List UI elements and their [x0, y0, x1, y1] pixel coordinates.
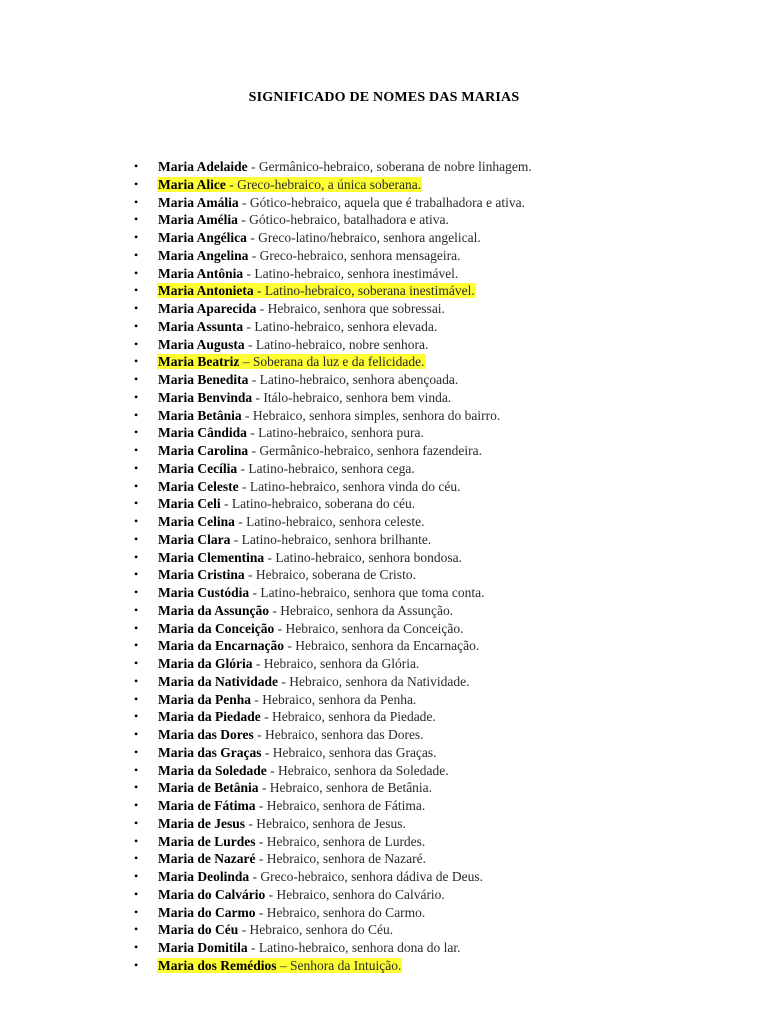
entry-name: Maria Cândida [158, 425, 247, 441]
bullet-icon: • [134, 744, 139, 759]
list-item [134, 442, 757, 460]
bullet-icon: • [134, 247, 139, 262]
bullet-icon: • [134, 762, 139, 777]
list-item [134, 921, 757, 939]
list-item [134, 833, 757, 851]
entry-text [157, 372, 459, 387]
list-item [134, 407, 757, 425]
entry-name: Maria das Graças [158, 744, 262, 760]
list-item [134, 265, 757, 283]
entry-description: - Hebraico, senhora das Graças. [261, 744, 437, 760]
entry-name: Maria Cristina [158, 567, 245, 583]
entry-name: Maria dos Remédios [158, 957, 277, 973]
list-item [134, 300, 757, 318]
entry-text [157, 638, 480, 653]
bullet-icon: • [134, 230, 139, 244]
list-item [134, 584, 757, 602]
entry-name: Maria de Betânia [158, 780, 259, 796]
entry-text [157, 319, 438, 334]
entry-text [157, 798, 426, 813]
entry-name: Maria de Lurdes [158, 833, 256, 849]
entry-text [157, 922, 394, 937]
entry-text [157, 266, 459, 281]
entry-description: - Latino-hebraico, soberana do céu. [220, 496, 416, 512]
highlighted-entry [157, 958, 402, 973]
entry-description: - Latino-hebraico, senhora que toma conta. [249, 585, 485, 600]
entry-name: Maria da Penha [158, 691, 251, 707]
list-item [134, 673, 757, 691]
entry-description: - Hebraico, senhora do Céu. [238, 922, 394, 938]
entry-name: Maria Cecília [158, 460, 238, 476]
entry-name: Maria de Fátima [158, 798, 256, 813]
bullet-icon: • [134, 460, 139, 475]
bullet-icon: • [134, 301, 139, 315]
entry-name: Maria Domitila [158, 940, 248, 955]
entry-text [157, 727, 425, 742]
bullet-icon: • [134, 709, 139, 724]
entry-name: Maria Clara [158, 531, 231, 547]
entry-text [157, 159, 533, 174]
entry-description: - Latino-hebraico, senhora cega. [237, 460, 415, 476]
bullet-icon: • [134, 443, 139, 457]
list-item [134, 939, 757, 957]
entry-name: Maria Clementina [158, 549, 265, 565]
list-item [134, 549, 757, 567]
bullet-icon: • [134, 833, 139, 848]
entry-text [157, 567, 417, 582]
list-item [134, 371, 757, 389]
bullet-icon: • [134, 922, 139, 937]
entry-description: - Itálo-hebraico, senhora bem vinda. [252, 389, 452, 405]
entry-description: - Hebraico, senhora da Soledade. [266, 762, 449, 778]
entry-description: - Hebraico, senhora de Jesus. [245, 815, 406, 831]
entry-text [157, 745, 438, 760]
entry-description: - Hebraico, senhora do Calvário. [265, 886, 445, 902]
entry-text [157, 212, 450, 227]
entry-description: - Hebraico, soberana de Cristo. [244, 567, 416, 583]
entry-description: – Senhora da Intuição. [276, 957, 402, 973]
list-item [134, 389, 757, 407]
list-item [134, 424, 757, 442]
list-item [134, 460, 757, 478]
list-item [134, 886, 757, 904]
entry-description: - Hebraico, senhora da Natividade. [278, 673, 470, 689]
entry-text [157, 408, 501, 423]
bullet-icon: • [134, 372, 139, 386]
entry-description: - Latino-hebraico, senhora dona do lar. [247, 940, 461, 955]
entry-text [157, 390, 452, 405]
entry-text [157, 869, 484, 884]
list-item [134, 176, 757, 194]
entry-description: - Hebraico, senhora da Piedade. [260, 709, 436, 725]
list-item [134, 762, 757, 780]
entry-text [157, 887, 446, 902]
list-item [134, 318, 757, 336]
entry-name: Maria Deolinda [158, 869, 250, 884]
entry-text [157, 851, 427, 866]
entry-name: Maria da Assunção [158, 602, 270, 618]
list-item [134, 726, 757, 744]
entry-text [157, 940, 462, 955]
list-item [134, 779, 757, 797]
entry-description: - Hebraico, senhora de Nazaré. [255, 851, 426, 867]
entry-name: Maria da Piedade [158, 709, 261, 725]
list-item [134, 247, 757, 265]
entry-name: Maria da Glória [158, 656, 253, 671]
entry-text [157, 905, 426, 920]
entry-name: Maria das Dores [158, 727, 254, 742]
list-item [134, 708, 757, 726]
entry-text [157, 763, 450, 778]
bullet-icon: • [134, 638, 139, 653]
entry-description: - Germânico-hebraico, senhora fazendeira. [248, 443, 482, 458]
entry-description: - Greco-hebraico, senhora mensageira. [248, 247, 461, 263]
entry-name: Maria Assunta [158, 318, 244, 334]
entry-description: - Latino-hebraico, senhora celeste. [234, 514, 425, 529]
entry-description: - Hebraico, senhora de Betânia. [258, 780, 433, 796]
entry-name: Maria Amália [158, 194, 239, 210]
entry-text [157, 443, 483, 458]
bullet-icon: • [134, 159, 139, 173]
list-item [134, 602, 757, 620]
entry-description: - Greco-hebraico, a única soberana. [225, 176, 422, 192]
entry-description: - Latino-hebraico, senhora pura. [246, 425, 424, 441]
bullet-icon: • [134, 869, 139, 883]
entry-text [157, 692, 417, 707]
list-item [134, 158, 757, 176]
entry-description: - Latino-hebraico, senhora inestimável. [243, 265, 459, 281]
list-item [134, 282, 757, 300]
entry-description: - Greco-hebraico, senhora dádiva de Deus. [249, 869, 484, 884]
bullet-icon: • [134, 957, 139, 972]
highlighted-entry [157, 283, 476, 298]
entry-name: Maria de Nazaré [158, 851, 256, 867]
entry-description: - Hebraico, senhora da Glória. [252, 656, 420, 671]
list-item [134, 957, 757, 975]
list-item [134, 868, 757, 886]
entry-description: - Greco-latino/hebraico, senhora angelical. [246, 230, 481, 245]
entry-name: Maria da Encarnação [158, 638, 284, 654]
entry-description: - Hebraico, senhora do Carmo. [255, 904, 426, 920]
names-list [134, 158, 757, 975]
bullet-icon: • [134, 886, 139, 901]
bullet-icon: • [134, 318, 139, 333]
bullet-icon: • [134, 531, 139, 546]
list-item [134, 620, 757, 638]
entry-name: Maria do Calvário [158, 886, 266, 902]
entry-name: Maria do Carmo [158, 904, 256, 920]
list-item [134, 531, 757, 549]
bullet-icon: • [134, 389, 139, 404]
bullet-icon: • [134, 851, 139, 866]
list-item [134, 336, 757, 354]
entry-name: Maria Celina [158, 514, 235, 529]
entry-description: - Hebraico, senhora de Fátima. [255, 798, 426, 813]
list-item [134, 495, 757, 513]
entry-description: - Hebraico, senhora da Conceição. [274, 620, 464, 636]
entry-text [157, 603, 454, 618]
bullet-icon: • [134, 265, 139, 280]
entry-text [157, 674, 471, 689]
bullet-icon: • [134, 407, 139, 422]
list-item [134, 815, 757, 833]
entry-text [157, 337, 429, 352]
entry-description: - Latino-hebraico, senhora abençoada. [248, 372, 459, 387]
entry-text [157, 479, 462, 494]
entry-name: Maria Antonieta [158, 283, 254, 299]
entry-description: - Hebraico, senhora de Lurdes. [255, 833, 426, 849]
list-item [134, 744, 757, 762]
bullet-icon: • [134, 904, 139, 919]
bullet-icon: • [134, 425, 139, 440]
entry-text [157, 550, 463, 565]
entry-name: Maria Amélia [158, 212, 238, 228]
entry-text [157, 621, 465, 636]
list-item [134, 353, 757, 371]
highlighted-entry [157, 354, 426, 369]
entry-description: - Latino-hebraico, senhora elevada. [243, 318, 438, 334]
list-item [134, 637, 757, 655]
entry-name: Maria Augusta [158, 336, 245, 352]
bullet-icon: • [134, 727, 139, 741]
list-item [134, 229, 757, 247]
bullet-icon: • [134, 620, 139, 635]
bullet-icon: • [134, 798, 139, 812]
entry-description: - Hebraico, senhora da Encarnação. [284, 638, 480, 654]
bullet-icon: • [134, 656, 139, 670]
bullet-icon: • [134, 283, 139, 298]
entry-description: - Hebraico, senhora da Assunção. [269, 602, 454, 618]
entry-text [157, 780, 433, 795]
bullet-icon: • [134, 478, 139, 493]
highlighted-entry [157, 177, 422, 192]
entry-name: Maria Benvinda [158, 389, 253, 405]
list-item [134, 655, 757, 673]
bullet-icon: • [134, 336, 139, 351]
bullet-icon: • [134, 602, 139, 617]
entry-description: - Hebraico, senhora simples, senhora do bairro. [241, 407, 501, 423]
entry-description: - Gótico-hebraico, aquela que é trabalhadora e ativa. [238, 194, 525, 210]
list-item [134, 850, 757, 868]
entry-name: Maria Benedita [158, 372, 249, 387]
entry-text [157, 230, 482, 245]
entry-description: - Germânico-hebraico, soberana de nobre linhagem. [247, 159, 532, 174]
bullet-icon: • [134, 354, 139, 369]
list-item [134, 194, 757, 212]
entry-description: – Soberana da luz e da felicidade. [239, 354, 425, 370]
entry-text [157, 834, 426, 849]
bullet-icon: • [134, 585, 139, 599]
entry-description: - Latino-hebraico, nobre senhora. [244, 336, 429, 352]
list-item [134, 566, 757, 584]
entry-description: - Hebraico, senhora que sobressai. [256, 301, 445, 316]
entry-name: Maria Aparecida [158, 301, 257, 316]
page-title: SIGNIFICADO DE NOMES DAS MARIAS [248, 90, 520, 105]
entry-description: - Latino-hebraico, senhora vinda do céu. [238, 478, 461, 494]
entry-name: Maria Angélica [158, 230, 247, 245]
entry-name: Maria Angelina [158, 247, 249, 263]
entry-name: Maria Celeste [158, 478, 239, 494]
entry-description: - Latino-hebraico, soberana inestimável. [253, 283, 475, 299]
bullet-icon: • [134, 567, 139, 582]
bullet-icon: • [134, 176, 139, 191]
entry-description: - Latino-hebraico, senhora brilhante. [230, 531, 432, 547]
entry-name: Maria Beatriz [158, 354, 240, 370]
entry-text [157, 425, 425, 440]
entry-name: Maria Adelaide [158, 159, 248, 174]
entry-text [157, 461, 416, 476]
bullet-icon: • [134, 514, 139, 528]
list-item [134, 211, 757, 229]
entry-text [157, 301, 446, 316]
bullet-icon: • [134, 673, 139, 688]
entry-description: - Latino-hebraico, senhora bondosa. [264, 549, 463, 565]
bullet-icon: • [134, 691, 139, 706]
entry-name: Maria do Céu [158, 922, 239, 938]
bullet-icon: • [134, 549, 139, 564]
entry-text [157, 656, 420, 671]
entry-text [157, 585, 486, 600]
entry-name: Maria Betânia [158, 407, 242, 423]
entry-name: Maria Celi [158, 496, 221, 512]
entry-name: Maria Antônia [158, 265, 244, 281]
entry-name: Maria de Jesus [158, 815, 245, 831]
list-item [134, 478, 757, 496]
bullet-icon: • [134, 815, 139, 830]
entry-text [157, 195, 526, 210]
entry-text [157, 709, 437, 724]
entry-text [157, 532, 432, 547]
list-item [134, 904, 757, 922]
entry-name: Maria Custódia [158, 585, 250, 600]
entry-name: Maria Carolina [158, 443, 249, 458]
bullet-icon: • [134, 194, 139, 209]
list-item [134, 797, 757, 815]
bullet-icon: • [134, 496, 139, 511]
entry-description: - Gótico-hebraico, batalhadora e ativa. [237, 212, 449, 228]
bullet-icon: • [134, 940, 139, 954]
entry-text [157, 496, 416, 511]
list-item [134, 513, 757, 531]
entry-name: Maria da Natividade [158, 673, 278, 689]
entry-name: Maria da Soledade [158, 762, 267, 778]
entry-description: - Hebraico, senhora da Penha. [251, 691, 417, 707]
entry-name: Maria Alice [158, 176, 226, 192]
entry-text [157, 248, 462, 263]
bullet-icon: • [134, 780, 139, 795]
entry-description: - Hebraico, senhora das Dores. [253, 727, 424, 742]
entry-name: Maria da Conceição [158, 620, 275, 636]
entry-text [157, 514, 426, 529]
entry-text [157, 816, 407, 831]
bullet-icon: • [134, 212, 139, 227]
list-item [134, 691, 757, 709]
